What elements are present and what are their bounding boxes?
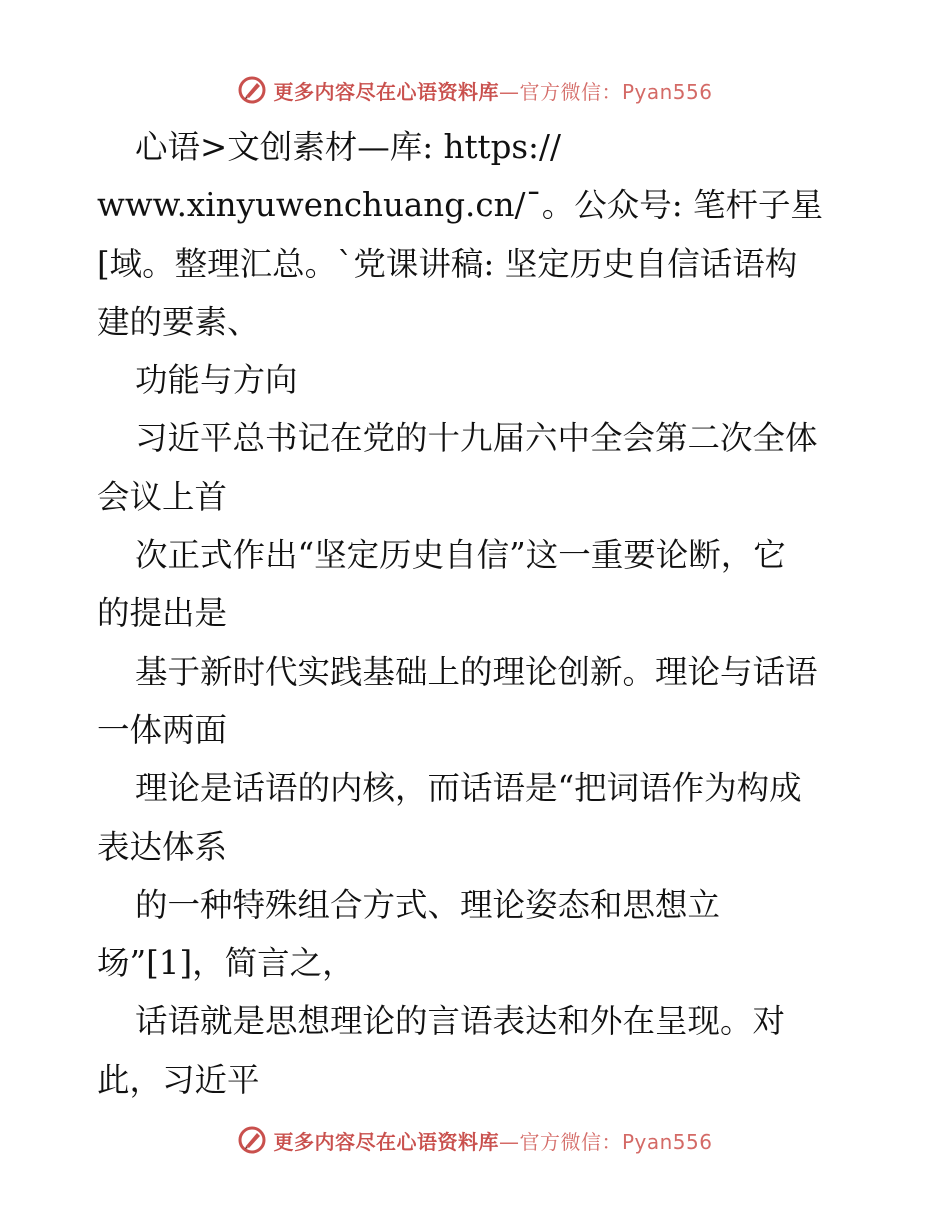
- text-line: 会议上首: [97, 477, 228, 516]
- text-line: 表达体系: [97, 827, 228, 866]
- text-line: 次正式作出“坚定历史自信”这一重要论断，它: [135, 536, 786, 575]
- header-banner: [0, 72, 950, 108]
- pen-logo-icon: [237, 75, 267, 105]
- text-line: 习近平总书记在党的十九届六中全会第二次全体: [135, 419, 818, 458]
- text-line: 的提出是: [97, 594, 228, 633]
- text-line: 功能与方向: [135, 361, 298, 400]
- text-line: 的一种特殊组合方式、理论姿态和思想立: [135, 885, 721, 924]
- footer-banner-text: 更多内容尽在心语资料库—官方微信：Pyan556: [273, 1129, 713, 1154]
- text-line: 一体两面: [97, 710, 228, 749]
- text-line: 建的要素、: [97, 302, 260, 341]
- pen-logo-icon: [237, 1125, 267, 1155]
- text-line: 心语>文创素材—库: https://: [135, 128, 561, 166]
- text-line: 场”[1]，简言之，: [97, 944, 355, 983]
- text-line: 此，习近平: [97, 1060, 260, 1099]
- text-line: 基于新时代实践基础上的理论创新。理论与话语: [135, 652, 818, 691]
- footer-banner: [0, 1122, 950, 1158]
- text-line: [域。整理汇总。`党课讲稿: 坚定历史自信话语构: [97, 244, 798, 283]
- text-line: 话语就是思想理论的言语表达和外在呈现。对: [135, 1002, 786, 1041]
- document-body: [97, 118, 857, 1109]
- header-banner-text: 更多内容尽在心语资料库—官方微信：Pyan556: [273, 79, 713, 104]
- text-line: www.xinyuwenchuang.cn/¯。公众号: 笔杆子星: [97, 186, 823, 225]
- text-line: 理论是话语的内核，而话语是“把词语作为构成: [135, 769, 802, 808]
